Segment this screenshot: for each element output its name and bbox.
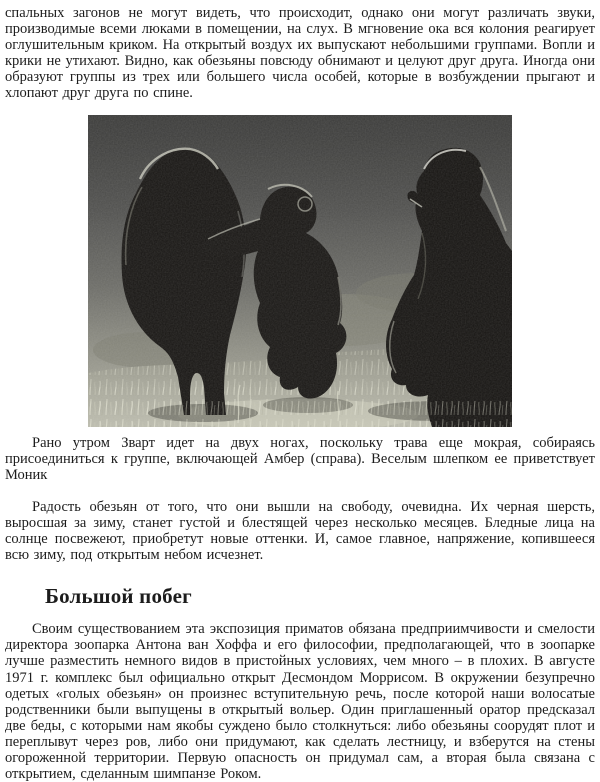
photo-caption: Рано утром Зварт идет на двух ногах, поскольку трава еще мокрая, собираясь присоединиться к группе, включающей Амбер (справа). Веселым шлепком ее приветствует Моник (5, 434, 595, 483)
paragraph-joy: Радость обезьян от того, что они вышли на свободу, очевидна. Их черная шерсть, выросшая за зиму, станет густой и блестящей через несколько месяцев. Бледные лица на солнце посвежеют, приобретут новые оттенки. И, самое главное, напряжение, копившееся всю зиму, под открытым небом исчезнет. (5, 498, 595, 564)
figure (88, 115, 512, 427)
chimpanzees-photo (88, 115, 512, 427)
paragraph-top: спальных загонов не могут видеть, что происходит, однако они могут различать звуки, производимые всеми люками в помещении, на слух. В мгновение ока вся колония реагирует оглушительным криком. На открытый воздух их выпускают небольшими группами. Вопли и крики не утихают. Видно, как обезьяны повсюду обнимают и целуют друг друга. Иногда они образуют группы из трех или большего числа особей, которые в возбуждении прыгают и хлопают друг друга по спине. (5, 5, 595, 102)
film-grain (88, 115, 512, 427)
section-heading: Большой побег (45, 584, 192, 609)
paragraph-escape: Своим существованием эта экспозиция приматов обязана предприимчивости и смелости директора зоопарка Антона ван Хоффа и его философии, предполагающей, что в зоопарке лучше разместить немного видов в пристойных условиях, чем много – в плохих. В августе 1971 г. комплекс был официально открыт Десмондом Моррисом. В окружении безупречно одетых «голых обезьян» он произнес вступительную речь, после которой наши волосатые родственники были выпущены в открытый вольер. Один приглашенный оратор предсказал две беды, с которыми нам якобы суждено было столкнуться: либо обезьяны соорудят плот и переплывут через ров, либо они придумают, как сделать лестницу, и взберутся на стены огороженной территории. Первую опасность он придумал сам, а вторая была связана с открытием, сделанным шимпанзе Роком. (5, 621, 595, 782)
